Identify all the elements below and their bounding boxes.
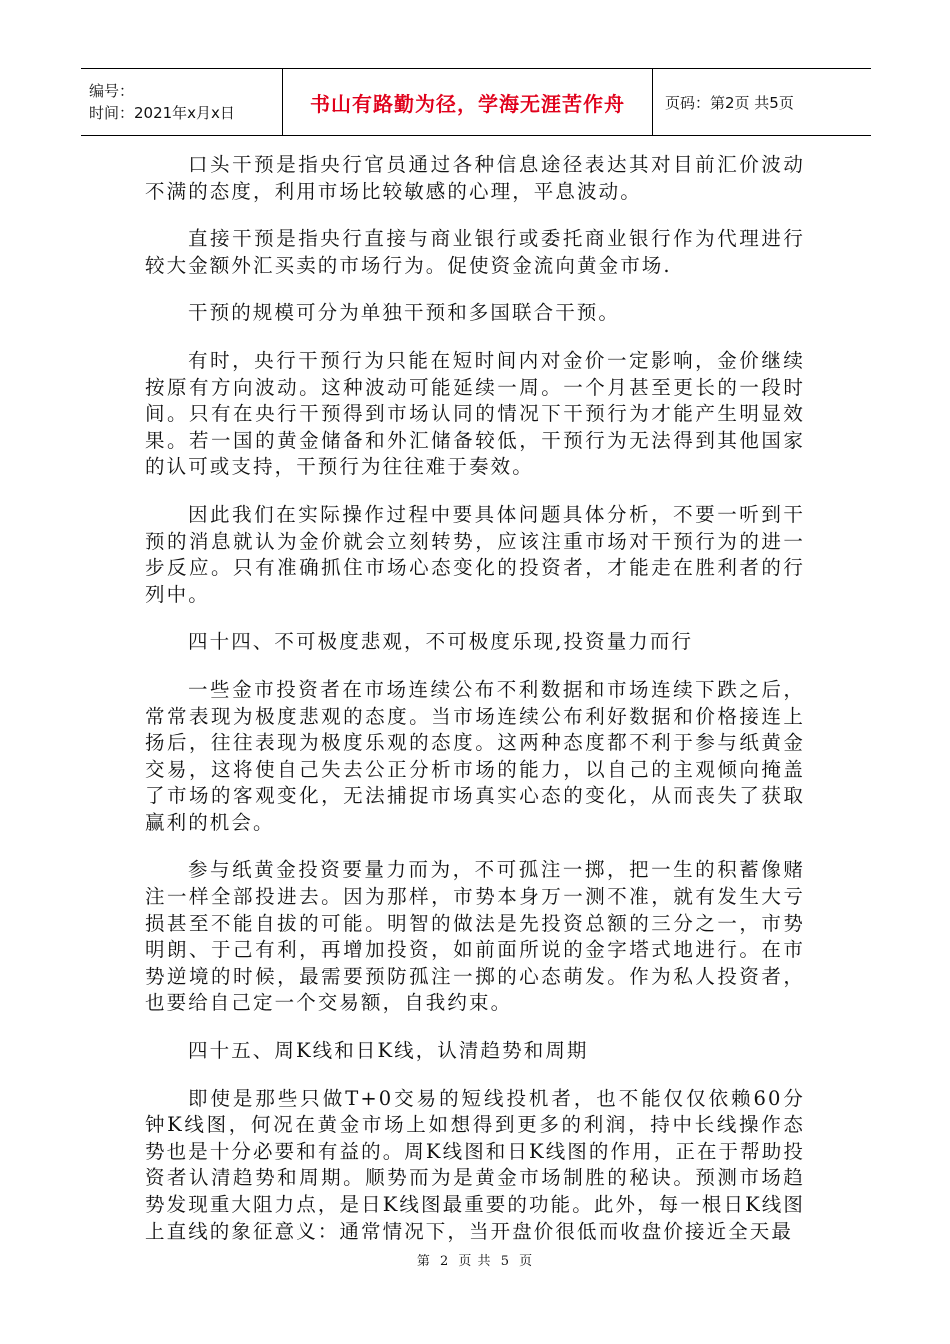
footer-prefix: 第 (416, 1254, 431, 1269)
header-page-cell (653, 69, 871, 135)
footer-total-pages: 5 (500, 1254, 510, 1269)
header-page-info: 页码：第2页 共5页 (665, 93, 794, 112)
header-motto-cell (283, 69, 653, 135)
page-footer (0, 1250, 950, 1269)
paragraph: 一些金市投资者在市场连续公布不利数据和市场连续下跌之后，常常表现为极度悲观的态度。当市场连续公布利好数据和价格接连上扬后，往往表现为极度乐观的态度。这两种态度都不利于参与纸黄金交易，这将使自己失去公正分析市场的能力，以自己的主观倾向掩盖了市场的客观变化，无法捕捉市场真实心态的变化，从而丧失了获取赢利的机会。 (145, 677, 805, 834)
serial-number-label: 编号： (89, 82, 135, 100)
header-meta (81, 69, 283, 135)
footer-suffix: 页 (519, 1254, 534, 1269)
paragraph: 即使是那些只做T+0交易的短线投机者，也不能仅仅依赖60分钟K线图，何况在黄金市场上如想得到更多的利润，持中长线操作态势也是十分必要和有益的。周K线图和日K线图的作用，正在于帮助投资者认清趋势和周期。顺势而为是黄金市场制胜的秘诀。预测市场趋势发现重大阻力点，是日K线图最重要的功能。此外，每一根日K线图上直线的象征意义：通常情况下，当开盘价很低而收盘价接近全天最 (145, 1086, 805, 1243)
paragraph: 直接干预是指央行直接与商业银行或委托商业银行作为代理进行较大金额外汇买卖的市场行为。促使资金流向黄金市场. (145, 227, 805, 277)
document-body (145, 152, 805, 1266)
footer-page-number: 2 (440, 1254, 450, 1269)
paragraph: 干预的规模可分为单独干预和多国联合干预。 (188, 301, 621, 325)
time-label: 时间：2021年x月x日 (89, 104, 235, 122)
paragraph: 参与纸黄金投资要量力而为，不可孤注一掷，把一生的积蓄像赌注一样全部投进去。因为那样，市势本身万一测不准，就有发生大亏损甚至不能自拔的可能。明智的做法是先投资总额的三分之一，市势明朗、于己有利，再增加投资，如前面所说的金字塔式地进行。在市势逆境的时候，最需要预防孤注一掷的心态萌发。作为私人投资者，也要给自己定一个交易额，自我约束。 (145, 858, 805, 1015)
paragraph: 口头干预是指央行官员通过各种信息途径表达其对目前汇价波动不满的态度，利用市场比较敏感的心理，平息波动。 (145, 153, 805, 203)
page-header (81, 68, 871, 136)
section-heading: 四十五、周K线和日K线，认清趋势和周期 (188, 1039, 589, 1063)
paragraph: 因此我们在实际操作过程中要具体问题具体分析，不要一听到干预的消息就认为金价就会立刻转势，应该注重市场对干预行为的进一步反应。只有准确抓住市场心态变化的投资者，才能走在胜利者的行列中。 (145, 502, 805, 606)
paragraph: 有时，央行干预行为只能在短时间内对金价一定影响，金价继续按原有方向波动。这种波动可能延续一周。一个月甚至更长的一段时间。只有在央行干预得到市场认同的情况下干预行为才能产生明显效果。若一国的黄金储备和外汇储备较低，干预行为无法得到其他国家的认可或支持，干预行为往往难于奏效。 (145, 348, 805, 479)
header-motto: 书山有路勤为径，学海无涯苦作舟 (310, 91, 625, 116)
footer-mid: 页 共 (458, 1254, 492, 1269)
section-heading: 四十四、不可极度悲观，不可极度乐现,投资量力而行 (188, 630, 694, 654)
